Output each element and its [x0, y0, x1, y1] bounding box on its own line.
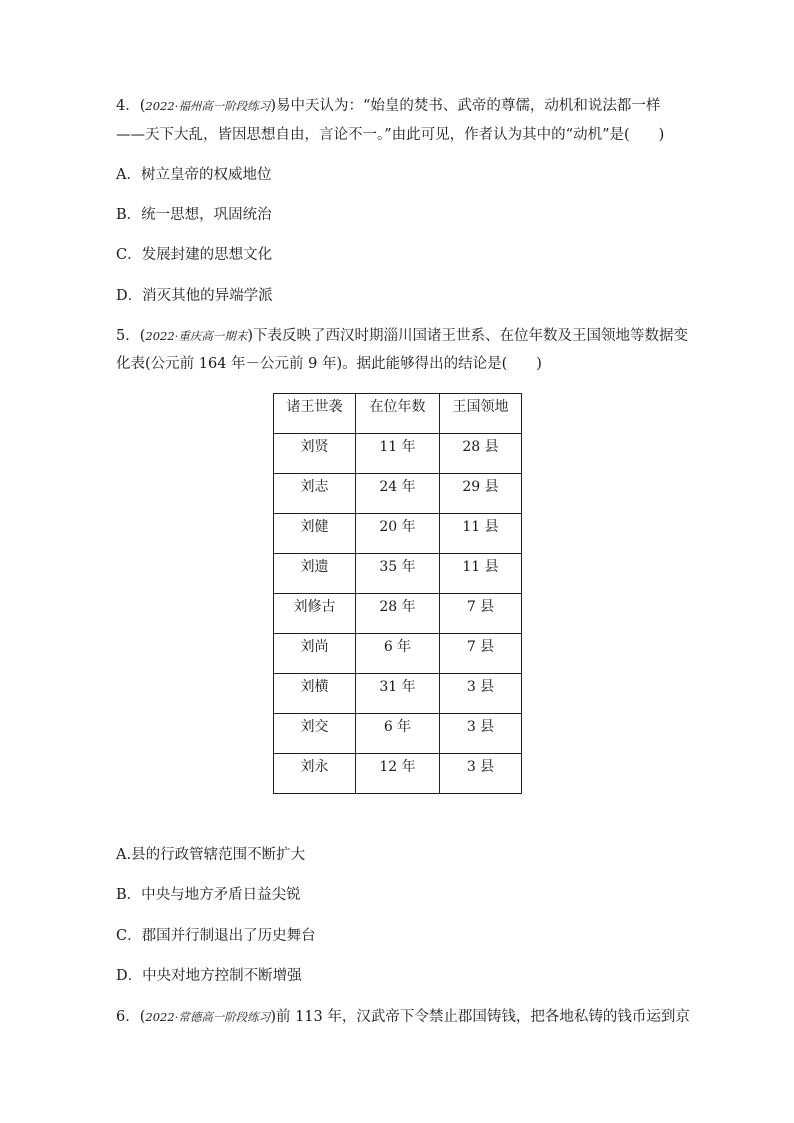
q5-number: 5．(	[116, 328, 146, 344]
table-cell: 刘永	[274, 754, 356, 794]
table-cell: 12 年	[356, 754, 440, 794]
table-cell: 刘贤	[274, 434, 356, 474]
table-row	[274, 514, 522, 554]
q5-option-d: D．中央对地方控制不断增强	[116, 968, 302, 984]
q4-option-b: B．统一思想，巩固统治	[116, 207, 272, 223]
table-cell: 11 县	[440, 554, 522, 594]
q5-stem1: )下表反映了西汉时期淄川国诸王世系、在位年数及王国领地等数据变	[247, 328, 688, 344]
table-row	[274, 674, 522, 714]
table-cell: 11 年	[356, 434, 440, 474]
table-cell: 3 县	[440, 754, 522, 794]
table-cell: 28 县	[440, 434, 522, 474]
table-row	[274, 594, 522, 634]
q4-option-c: C．发展封建的思想文化	[116, 247, 273, 263]
q4-number: 4．(	[116, 98, 146, 114]
table-cell: 35 年	[356, 554, 440, 594]
q4-option-a: A．树立皇帝的权威地位	[116, 167, 272, 183]
table-cell: 刘横	[274, 674, 356, 714]
table-header-row	[274, 394, 522, 434]
q5-source: 2022·重庆高一期末	[145, 329, 248, 343]
q4-option-d: D．消灭其他的异端学派	[116, 288, 273, 304]
table-cell: 刘修古	[274, 594, 356, 634]
q5-data-table	[273, 393, 522, 794]
q4-stem1: )易中天认为：“始皇的焚书、武帝的尊儒，动机和说法都一样	[270, 98, 661, 114]
q5-stem-line2: 化表(公元前 164 年－公元前 9 年)。据此能够得出的结论是( )	[116, 356, 542, 372]
table-cell: 3 县	[440, 674, 522, 714]
table-cell: 7 县	[440, 594, 522, 634]
table-cell: 20 年	[356, 514, 440, 554]
q6-stem1: )前 113 年，汉武帝下令禁止郡国铸钱，把各地私铸的钱币运到京	[270, 1009, 690, 1025]
table-row	[274, 554, 522, 594]
table-header-cell: 在位年数	[356, 394, 440, 434]
table-row	[274, 434, 522, 474]
table-cell: 刘志	[274, 474, 356, 514]
table-row	[274, 634, 522, 674]
table-cell: 6 年	[356, 634, 440, 674]
table-row	[274, 754, 522, 794]
q5-option-a: A.县的行政管辖范围不断扩大	[116, 847, 306, 863]
table-cell: 刘尚	[274, 634, 356, 674]
table-cell: 11 县	[440, 514, 522, 554]
table-cell: 刘健	[274, 514, 356, 554]
q5-stem-line1	[116, 326, 688, 346]
q4-stem-line2: ——天下大乱，皆因思想自由，言论不一。”由此可见，作者认为其中的“动机”是( )	[116, 127, 665, 143]
table-cell: 6 年	[356, 714, 440, 754]
q6-number: 6．(	[116, 1009, 146, 1025]
table-header-cell: 诸王世袭	[274, 394, 356, 434]
table-cell: 3 县	[440, 714, 522, 754]
table-cell: 24 年	[356, 474, 440, 514]
q4-source: 2022·福州高一阶段练习	[145, 99, 271, 113]
table-cell: 28 年	[356, 594, 440, 634]
table-cell: 29 县	[440, 474, 522, 514]
q5-option-b: B．中央与地方矛盾日益尖锐	[116, 887, 301, 903]
q6-source: 2022·常德高一阶段练习	[145, 1010, 271, 1024]
table-header-cell: 王国领地	[440, 394, 522, 434]
q6-stem-line1	[116, 1007, 690, 1027]
q5-option-c: C．郡国并行制退出了历史舞台	[116, 928, 316, 944]
q4-stem-line1	[116, 96, 660, 116]
table-cell: 7 县	[440, 634, 522, 674]
table-cell: 31 年	[356, 674, 440, 714]
table-row	[274, 714, 522, 754]
table-row	[274, 474, 522, 514]
table-cell: 刘交	[274, 714, 356, 754]
table-cell: 刘遗	[274, 554, 356, 594]
